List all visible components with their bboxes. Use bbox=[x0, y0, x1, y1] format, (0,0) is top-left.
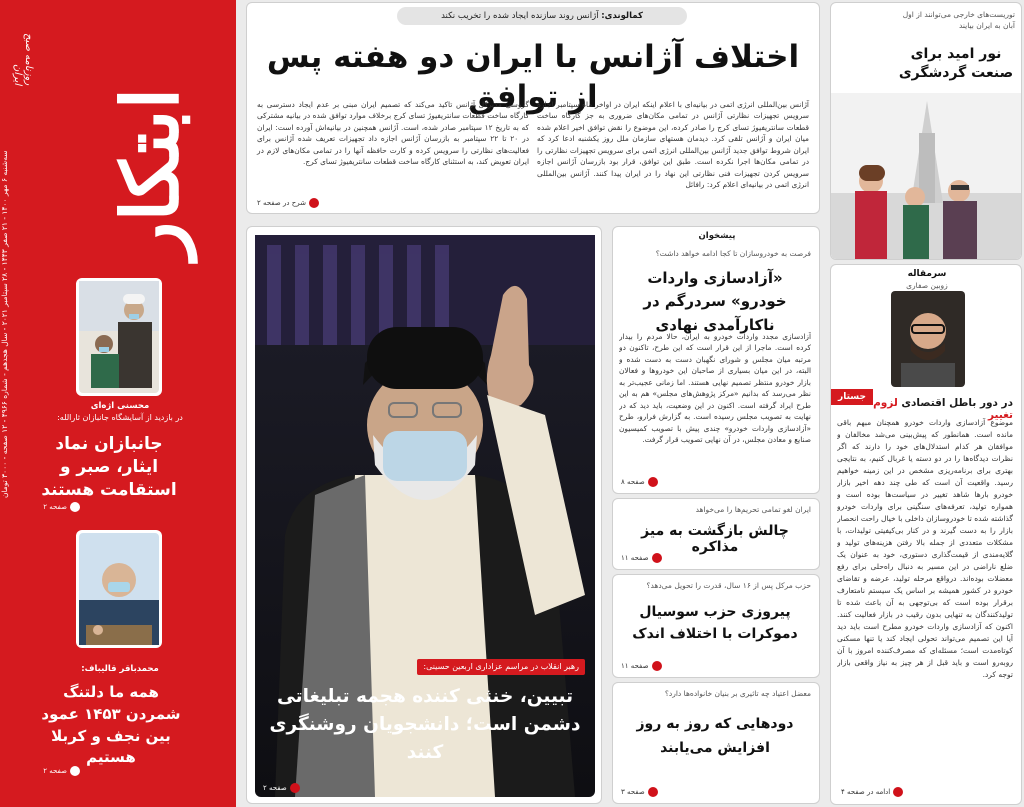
top-story-col2: گروسی مدیرکل آژانس تاکید می‌کند که تصمیم ایران مبنی بر عدم ایجاد دسترسی به کارگاه ساخت قطعات سانتریفیوژ تسای کرج برخلاف موارد توافق شده در بیانیه مشترکی که به تاریخ ۱۲ سپتامبر صادر شده، است. آژانس همچنین در بیانیه‌اش آورده است: ایران در ۲۰ تا ۲۲ سپتامبر به بازرسان آژانس اجازه داد تجهیزات تعریف شده آژانس برای فعالیت‌های نظارتی را سرویس کرده و کارت حافظه آنها را در تمامی مکان‌های لازم در ایران تعویض کند، به استثنای کارگاه ساخت قطعات سانتریفیوژ تسای کرج. bbox=[257, 100, 529, 167]
editorial-headline-red: لزوم تغییر bbox=[873, 397, 1013, 421]
photo-ghalibaf[interactable] bbox=[76, 530, 162, 648]
editorial-author: زوبین صفاری bbox=[906, 281, 948, 290]
editorial-more-link[interactable]: ادامه در صفحه ۴ bbox=[841, 787, 903, 797]
page-dot-icon bbox=[652, 661, 662, 671]
page-ref-left-2[interactable]: صفحه ۲ bbox=[40, 766, 80, 776]
tourism-photo[interactable] bbox=[831, 93, 1022, 260]
kicker-label: کمالوندی: bbox=[601, 11, 643, 21]
caption-name-2: محمدباقر قالیباف: bbox=[81, 664, 159, 674]
page-dot-icon bbox=[70, 502, 80, 512]
left-headline-1[interactable]: جانبازان نماد ایثار، صبر و استقامت هستند bbox=[41, 434, 177, 500]
top-story bbox=[246, 2, 820, 214]
tourism-headline[interactable]: نور امید برای صنعت گردشگری bbox=[898, 46, 1014, 81]
picks-title: پیشخوان bbox=[698, 231, 736, 241]
page-ref-left-1[interactable]: صفحه ۲ bbox=[40, 502, 80, 512]
caption-name-1: محسنی اژه‌ای bbox=[90, 401, 150, 411]
picks-item-2 bbox=[612, 498, 820, 570]
picks-item3-headline[interactable]: پیروزی حزب سوسیال دموکرات با اختلاف اندک bbox=[632, 604, 798, 643]
picks-item3-page-ref[interactable]: صفحه ۱۱ bbox=[621, 661, 662, 671]
left-headline-2[interactable]: همه ما دلتنگ شمردن ۱۴۵۳ عمود بین نجف و کربلا هستیم bbox=[41, 683, 181, 767]
picks-item3-kicker: حزب مرکل پس از ۱۶ سال، قدرت را تحویل می‌دهد؟ bbox=[646, 581, 811, 590]
photo-mohseni-ejei[interactable] bbox=[76, 278, 162, 396]
top-story-more-link[interactable]: شرح در صفحه ۲ bbox=[257, 198, 319, 208]
issue-date-line: سه‌شنبه ۶ مهر ۱۴۰۰ - ۲۱ صفر ۱۴۴۳ - ۲۸ سپتامبر ۲۰۲۱ - سال هجدهم - شماره ۴۹۶۶ - ۱۲ صفحه - ۳۰۰۰ تومان bbox=[0, 150, 9, 498]
picks-item-3 bbox=[612, 574, 820, 678]
logo-text: ابتکار bbox=[105, 87, 197, 260]
editorial bbox=[830, 264, 1022, 805]
lead-story bbox=[246, 226, 602, 804]
picks-item1-page-ref[interactable]: صفحه ۸ bbox=[621, 477, 658, 487]
top-story-col1: آژانس بین‌المللی انرژی اتمی در بیانیه‌ای با اعلام اینکه ایران در اواخر ماه سپتامبر اجازه سرویس تجهیزات نظارتی آژانس در تمامی مکان‌های ضروری به جز کارگاه ساخت قطعات سانتریفیوژ تسای کرج را صادر کرده، این موضوع را نقض توافق اخیر اعلام شده میان ایران و آژانس تلقی کرد. دیدمان هستهای سازمان ملل روز یکشنبه ادعا کرد که ایران شروط توافق جدید آژانس بین‌المللی انرژی اتمی برای سرویس تجهیزات نظارتی را در تمامی مکان‌ها اجرا نکرده است. طبق این توافق، قرار بود بازرسان آژانس اجازه سرویس کردن تجهیزات فنی نظارتی این نهاد را در ایران پیدا کنند. آژانس بین‌المللی انرژی اتمی در بیانیه‌ای اعلام کرد: رافائل bbox=[537, 100, 809, 190]
author-avatar bbox=[891, 291, 965, 387]
page-dot-icon bbox=[648, 787, 658, 797]
page-dot-icon bbox=[893, 787, 903, 797]
top-story-kicker bbox=[397, 7, 687, 25]
kicker-text: آژانس روند سازنده ایجاد شده را تخریب نکند bbox=[441, 11, 599, 21]
tourism-story bbox=[830, 2, 1022, 260]
lead-caption-kicker: رهبر انقلاب در مراسم عزاداری اربعین حسینی: bbox=[417, 659, 585, 675]
caption-text-1: در بازدید از آسایشگاه جانبازان ثارالله: bbox=[57, 413, 183, 422]
newspaper-logo bbox=[26, 8, 216, 258]
picks-item2-headline[interactable]: چالش بازگشت به میز مذاکره bbox=[641, 523, 789, 555]
photo-icon bbox=[76, 530, 162, 648]
picks-item1-body: آزادسازی مجدد واردات خودرو به ایران، حالا مردم را بیدار کرده است. ماجرا از این قرار است که این طرح، تاکنون دو مرتبه میان مجلس و شورای نگهبان دست به دست شده و البته، در این میان بسیاری از صاحبان این خودروها و فعالان بازار خودرو منتظر تصمیم نهایی هستند. اما زمانی عجیب‌تر به نظر می‌رسد که بدانیم «مرکز پژوهش‌های مجلس» هم به این طرح ایراد گرفته است. اکنون در این وضعیت، باید دید که در نهایت به تصویب مجلس رسیده است. به گزارش فرارو، طرح «آزادسازی واردات خودرو» چندی پیش با تصویب کمیسیون صنایع و معادن مجلس، در آن نهایی تصویب قرار گرفت. bbox=[619, 332, 811, 445]
picks-item1-headline[interactable]: «آزادسازی واردات خودرو» سردرگم در ناکارآمدی نهادی bbox=[643, 269, 787, 334]
page-dot-icon bbox=[70, 766, 80, 776]
page-dot-icon bbox=[648, 477, 658, 487]
editorial-section: سرمقاله bbox=[907, 269, 947, 279]
tourism-kicker: توریست‌های خارجی می‌توانند از اول آبان به ایران بیایند bbox=[902, 10, 1015, 31]
picks-item1-kicker: فرصت به خودروسازان تا کجا ادامه خواهد داشت؟ bbox=[655, 249, 811, 258]
picks-item2-kicker: ایران لغو تمامی تحریم‌ها را می‌خواهد bbox=[695, 505, 811, 514]
lead-headline[interactable]: تبیین، خنثی کننده هجمه تبلیغاتی دشمن است؛ دانشجویان روشنگری کنند bbox=[269, 686, 581, 763]
lead-page-ref[interactable]: صفحه ۲ bbox=[263, 783, 300, 793]
page-dot-icon bbox=[290, 783, 300, 793]
masthead-tagline: روزنامه صبح ایران bbox=[12, 32, 34, 85]
picks-item2-page-ref[interactable]: صفحه ۱۱ bbox=[621, 553, 662, 563]
picks-item-1 bbox=[612, 226, 820, 494]
picks-item4-kicker: معضل اعتیاد چه تاثیری بر بنیان خانواده‌ها دارد؟ bbox=[664, 689, 811, 698]
page-dot-icon bbox=[309, 198, 319, 208]
editorial-body: موضوع آزادسازی واردات خودرو همچنان مبهم باقی مانده است. همانطور که پیش‌بینی می‌شد مخالفان و موافقان هر کدام استدلال‌های خود را دارند که اگر نظرات دیدگاه‌ها را در دو دسته یا غربال کنیم، به نتایجی بهتری برای برنامه‌ریزی مشخص در این زمینه خواهیم رسید. واقعیت آن است که طی چند دهه اخیر بازار خودرو بارها شاهد تغییر در سیاست‌ها بوده است و همواره تولید، تعرفه‌های سنگینی برای واردات خودرو گذاشته شده تا خودروسازان داخلی با خیال راحت انحصار بازار را به دست گیرند و در کنار بی‌کیفیتی تولیدات، با مشکلات متعددی از جمله بالا رفتن هزینه‌های تولید و گلایه‌مندی از قیمت‌گذاری دستوری، خود به عنوان یک ضلع ناراضی در این مسیر به دنبال راه‌حلی برای رفع معضلات بوده‌اند. درواقع مرحله تولید، عرضه و تقاضای خودرو در کشور همیشه بر اساس یک سیستم نامتعارف برقرار بوده است که بی‌توجهی به آن باعث شده تا تولیدکنندگان به تنهایی بدون رقیب در بازار فعالیت کنند. اکنون که آزادسازی واردات خودرو مطرح است باید دید آیا این تصمیم می‌تواند تحولی ایجاد کند یا تنها مسکنی کوتاه‌مدت است؛ مسئله‌ای که مصرف‌کننده امروز با آن روبه‌رو است و باید قبل از هر چیز به نیاز واقعی بازار توجه کرد. bbox=[837, 418, 1013, 679]
masthead-column bbox=[0, 0, 236, 807]
picks-item-4 bbox=[612, 682, 820, 804]
editorial-badge: جستار bbox=[831, 389, 873, 405]
editorial-headline-text: در دور باطل اقتصادی bbox=[901, 397, 1013, 409]
page-dot-icon bbox=[652, 553, 662, 563]
top-story-headline[interactable]: اختلاف آژانس با ایران دو هفته پس از توافق bbox=[266, 39, 800, 116]
photo-icon bbox=[76, 278, 162, 396]
picks-item4-headline[interactable]: دودهایی که روز به روز افزایش می‌یابند bbox=[636, 716, 794, 756]
picks-item4-page-ref[interactable]: صفحه ۳ bbox=[621, 787, 658, 797]
